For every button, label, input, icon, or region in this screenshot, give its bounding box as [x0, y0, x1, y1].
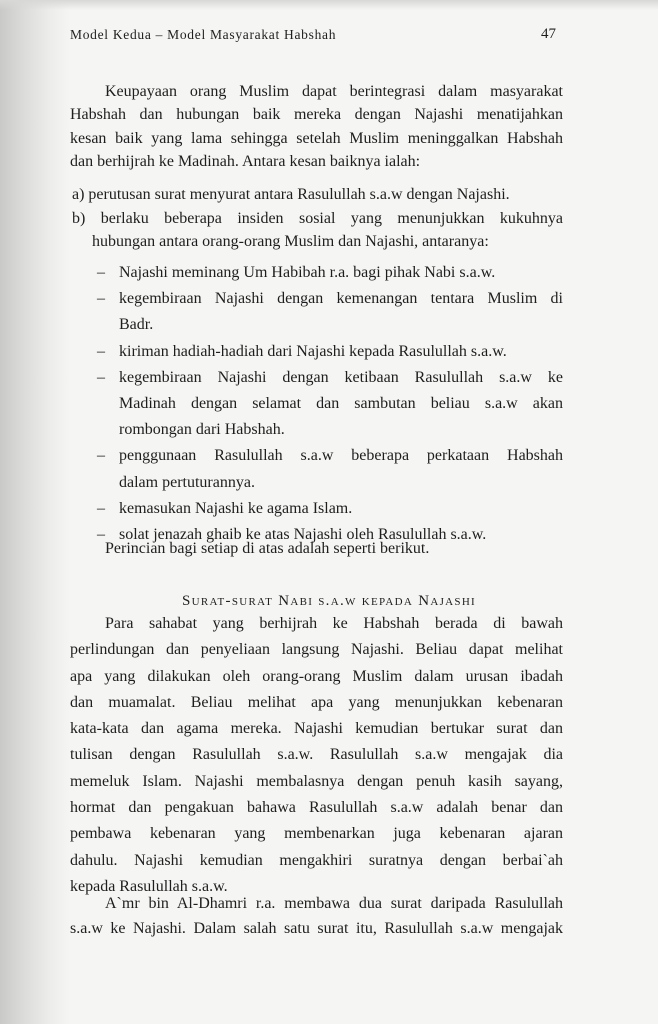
- text-line: dan muamalat. Beliau melihat apa yang menunjukkan kebenaran: [70, 693, 563, 711]
- dash-bullet: –: [97, 368, 105, 386]
- list-item-b-line: b) berlaku beberapa insiden sosial yang menunjukkan kukuhnya: [72, 210, 563, 227]
- section-paragraph-2: [70, 891, 563, 941]
- list-item-line: kiriman hadiah-hadiah dari Najashi kepada Rasulullah s.a.w.: [119, 342, 507, 360]
- dash-bullet: –: [97, 526, 105, 544]
- text-line: dan berhijrah ke Madinah. Antara kesan baiknya ialah:: [70, 153, 421, 171]
- dash-bullet: –: [97, 499, 105, 517]
- list-item-line: Madinah dengan selamat dan sambutan beliau s.a.w akan: [119, 395, 563, 413]
- list-item: [97, 365, 563, 444]
- section-paragraph-1: [70, 611, 563, 900]
- text-line: Keupayaan orang Muslim dapat berintegrasi dalam masyarakat: [105, 83, 563, 100]
- incident-list: [97, 260, 563, 548]
- text-line: apa yang dilakukan oleh orang-orang Muslim dalam urusan ibadah: [70, 667, 563, 685]
- list-item: [97, 286, 563, 338]
- list-item: [97, 339, 563, 365]
- list-item: [97, 443, 563, 495]
- text-line: Para sahabat yang berhijrah ke Habshah berada di bawah: [105, 615, 563, 632]
- list-item-b-line: hubungan antara orang-orang Muslim dan Najashi, antaranya:: [92, 233, 489, 251]
- intro-paragraph: [70, 80, 563, 174]
- running-head: Model Kedua – Model Masyarakat Habshah: [70, 27, 337, 42]
- text-line: kesan baik yang lama sehingga setelah Muslim meninggalkan Habshah: [70, 129, 563, 147]
- dash-bullet: –: [97, 447, 105, 465]
- text-line: perlindungan dan penyeliaan langsung Najashi. Beliau dapat melihat: [70, 641, 563, 659]
- text-line: memeluk Islam. Najashi membalasnya dengan penuh kasih sayang,: [70, 772, 563, 790]
- text-line: kepada Rasulullah s.a.w.: [70, 877, 228, 895]
- list-item-line: solat jenazah ghaib ke atas Najashi oleh Rasulullah s.a.w.: [119, 526, 487, 544]
- list-item-line: kemasukan Najashi ke agama Islam.: [119, 499, 353, 517]
- text-line: hormat dan pengakuan bahawa Rasulullah s.a.w adalah benar dan: [70, 799, 563, 817]
- list-item-line: Najashi meminang Um Habibah r.a. bagi pihak Nabi s.a.w.: [119, 264, 496, 281]
- list-item-line: kegembiraan Najashi dengan kemenangan tentara Muslim di: [119, 290, 563, 308]
- list-item-line: dalam pertuturannya.: [119, 473, 255, 491]
- list-item-line: penggunaan Rasulullah s.a.w beberapa perkataan Habshah: [119, 447, 563, 465]
- list-item-line: Badr.: [119, 316, 154, 334]
- list-item-a: [72, 183, 563, 206]
- text-line: pembawa kebenaran yang membenarkan juga kebenaran ajaran: [70, 825, 563, 843]
- page-number: 47: [541, 26, 556, 42]
- list-item-line: rombongan dari Habshah.: [119, 421, 285, 439]
- closing-sentence: Perincian bagi setiap di atas adalah seperti berikut.: [105, 540, 430, 557]
- text-line: A`mr bin Al-Dhamri r.a. membawa dua surat daripada Rasulullah: [105, 895, 563, 912]
- text-line: kata-kata dan agama mereka. Najashi kemudian bertukar surat dan: [70, 720, 563, 738]
- list-item-line: kegembiraan Najashi dengan ketibaan Rasulullah s.a.w ke: [119, 368, 563, 386]
- dash-bullet: –: [97, 264, 105, 281]
- list-item-b: [72, 207, 563, 254]
- text-line: Habshah dan hubungan baik mereka dengan Najashi menatijahkan: [70, 106, 563, 124]
- list-item: [97, 260, 563, 286]
- list-item-a-text: a) perutusan surat menyurat antara Rasulullah s.a.w dengan Najashi.: [72, 186, 510, 203]
- section-heading: Surat-surat Nabi s.a.w kepada Najashi: [181, 593, 477, 609]
- list-item: [97, 496, 563, 522]
- text-line: dahulu. Najashi kemudian mengakhiri suratnya dengan berbai`ah: [70, 851, 563, 869]
- dash-bullet: –: [97, 290, 105, 308]
- dash-bullet: –: [97, 342, 105, 360]
- text-line: s.a.w ke Najashi. Dalam salah satu surat itu, Rasulullah s.a.w mengajak: [70, 920, 563, 937]
- text-line: tulisan dengan Rasulullah s.a.w. Rasulullah s.a.w mengajak dia: [70, 746, 563, 764]
